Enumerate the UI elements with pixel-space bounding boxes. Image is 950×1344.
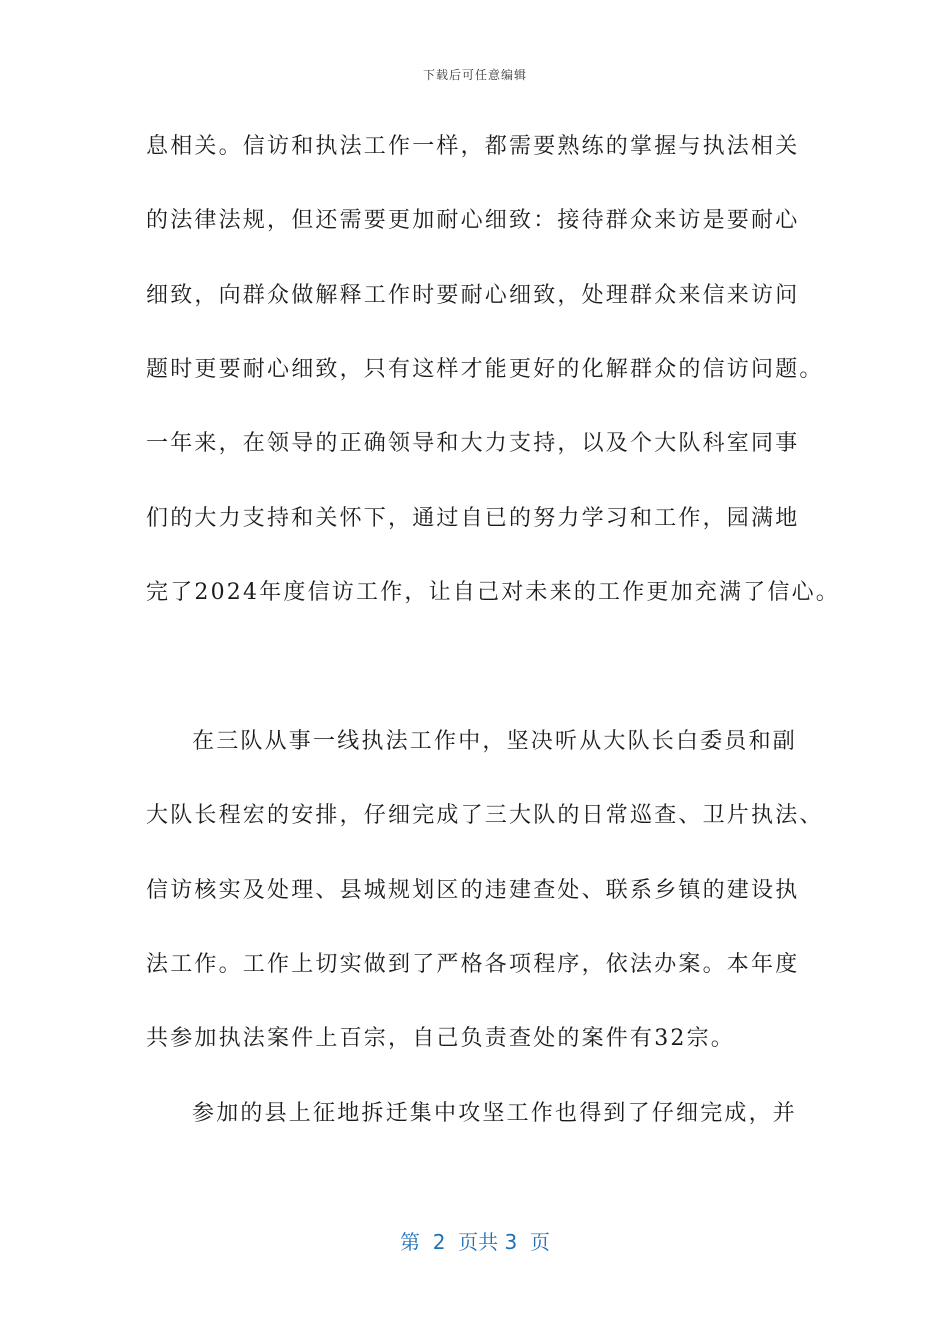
body-line: 们的大力支持和关怀下，通过自已的努力学习和工作，园满地: [146, 506, 800, 531]
paragraph-first-line: 在三队从事一线执法工作中，坚决听从大队长白委员和副: [192, 729, 798, 754]
page-number-footer: 第 2 页共 3 页: [400, 1230, 550, 1254]
body-line: 共参加执法案件上百宗，自己负责查处的案件有32宗。: [146, 1026, 735, 1051]
body-line: 信访核实及处理、县城规划区的违建查处、联系乡镇的建设执: [146, 878, 800, 903]
body-line: 的法律法规，但还需要更加耐心细致：接待群众来访是要耐心: [146, 208, 800, 233]
body-line: 一年来，在领导的正确领导和大力支持，以及个大队科室同事: [146, 431, 800, 456]
body-line: 大队长程宏的安排，仔细完成了三大队的日常巡查、卫片执法、: [146, 803, 824, 828]
body-line: 细致，向群众做解释工作时要耐心细致，处理群众来信来访问: [146, 283, 800, 308]
body-line: 题时更要耐心细致，只有这样才能更好的化解群众的信访问题。: [146, 357, 824, 382]
body-line: 息相关。信访和执法工作一样，都需要熟练的掌握与执法相关: [146, 134, 800, 159]
body-line: 完了2024年度信访工作，让自己对未来的工作更加充满了信心。: [146, 580, 840, 605]
body-line: 法工作。工作上切实做到了严格各项程序，依法办案。本年度: [146, 952, 800, 977]
paragraph-first-line: 参加的县上征地拆迁集中攻坚工作也得到了仔细完成，并: [192, 1101, 798, 1126]
header-note: 下载后可任意编辑: [422, 68, 527, 82]
